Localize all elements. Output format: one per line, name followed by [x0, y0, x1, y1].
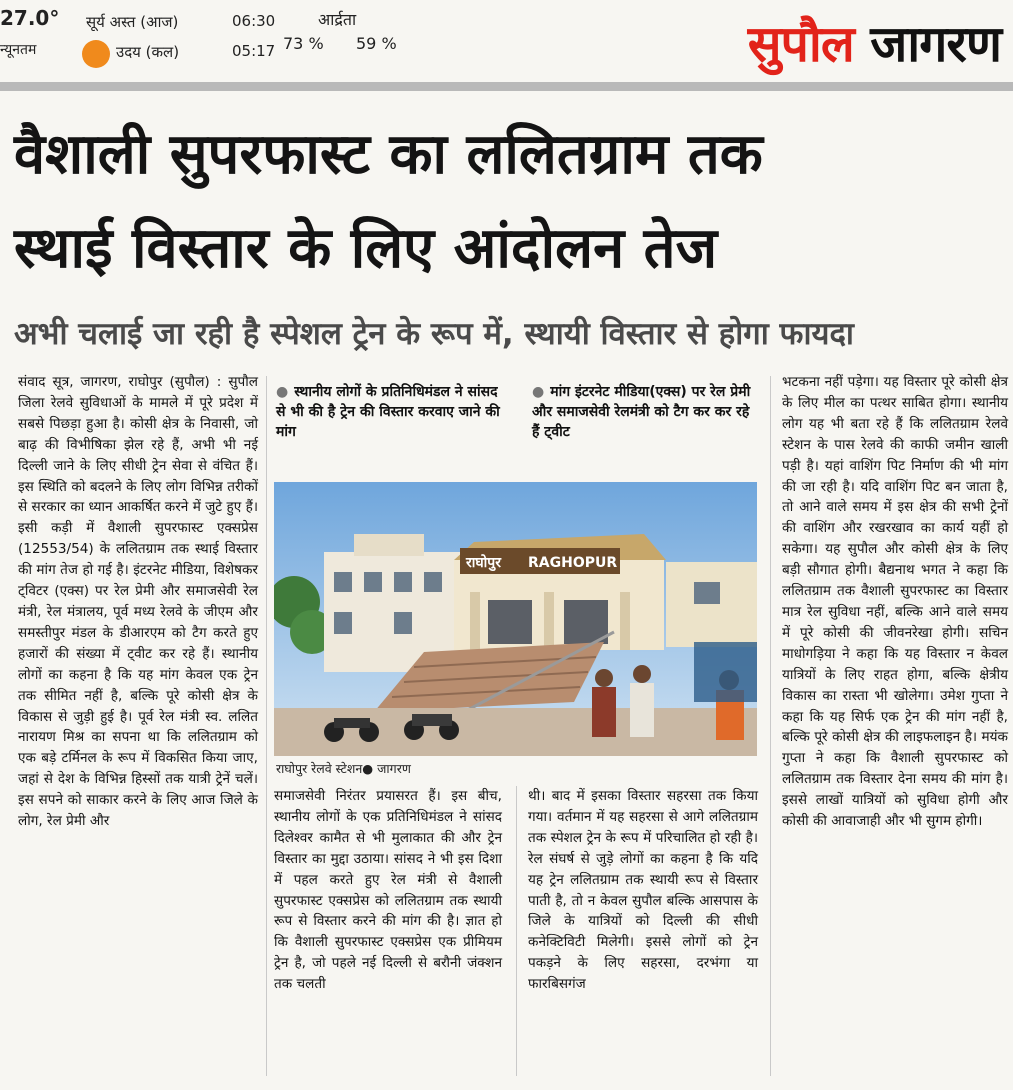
humidity-min: 59 %: [356, 34, 397, 53]
photo-caption: राघोपुर रेलवे स्टेशन● जागरण: [276, 761, 411, 776]
column-4-text: भटकना नहीं पड़ेगा। यह विस्तार पूरे कोसी क्षेत्र के लिए मील का पत्थर साबित होगा। स्थानीय लोग यह भी बता रहे हैं कि ललितग्राम रेलवे स्टेशन के पास रेलवे की काफी जमीन खाली पड़ी है। यहां वाशिंग पिट निर्माण की भी मांग की जा रही है। यदि वाशिंग पिट बन जाता है, तो आने वाले समय में इस क्षेत्र की सभी ट्रेनों की वाशिंग और रखरखाव का कार्य यहीं हो सकेगा। यह सुपौल और कोसी क्षेत्र के लिए बड़ी सौगात होगी। बैद्यनाथ भगत ने कहा कि ललितग्राम तक वैशाली सुपरफास्ट का विस्तार मात्र रेल सुविधा नहीं, बल्कि आने वाले समय में पूरे कोसी की जीवनरेखा होगी। सचिन माधोगड़िया ने कहा कि यह विस्तार न केवल यात्रियों के लिए राहत होगा, बल्कि क्षेत्रीय विकास का रास्ता भी खोलेगा। उमेश गुप्ता ने कहा कि यह सिर्फ एक ट्रेन की मांग नहीं है, बल्कि पूरे कोसी क्षेत्र की लाइफलाइन है। मयंक गुप्ता ने कहा कि वैशाली सुपरफास्ट को ललितग्राम तक विस्तार देना समय की मांग है। इससे लाखों यात्रियों को सुविधा होगी और कोसी की आवाजाही और भी सुगम होगी।: [782, 374, 1008, 830]
masthead-city: सुपौल: [747, 15, 854, 73]
sun-icon: [82, 40, 110, 68]
headline-line-1: वैशाली सुपरफास्ट का ललितग्राम तक: [14, 122, 763, 187]
subheadline: अभी चलाई जा रही है स्पेशल ट्रेन के रूप में, स्थायी विस्तार से होगा फायदा: [14, 316, 854, 352]
sunset-time: 06:30: [232, 12, 276, 30]
temperature: 27.0°: [0, 6, 60, 30]
article-column-1: [18, 372, 258, 832]
sunrise-label: उदय (कल): [116, 43, 180, 61]
min-temp-label: न्यूनतम: [0, 42, 37, 58]
humidity-max: 73 %: [283, 34, 324, 53]
sunset-label: सूर्य अस्त (आज): [86, 13, 179, 31]
column-2-text: समाजसेवी निरंतर प्रयासरत हैं। इस बीच, स्थानीय लोगों के एक प्रतिनिधिमंडल ने सांसद दिलेश्वर कामैत से भी मुलाकात की और ट्रेन विस्तार का मुद्दा उठाया। सांसद ने भी इस दिशा में पहल करते हुए रेल मंत्री से वैशाली सुपरफास्ट एक्सप्रेस को ललितग्राम तक स्थायी रूप से विस्तार करने की मांग की है। ज्ञात हो कि वैशाली सुपरफास्ट एक्सप्रेस एक प्रीमियम ट्रेन है, जो पहले नई दिल्ली से बरौनी जंक्शन तक चलती: [274, 788, 502, 993]
highlight-2: [532, 382, 754, 442]
column-divider: [516, 786, 517, 1076]
highlight-1: [276, 382, 508, 442]
article-column-2: [274, 786, 502, 995]
sign-text-hindi: राघोपुर: [466, 555, 501, 571]
bullet-icon: ●: [532, 384, 545, 400]
humidity-label: आर्द्रता: [318, 10, 357, 29]
sign-text-english: RAGHOPUR: [528, 555, 618, 571]
highlight-2-text: मांग इंटरनेट मीडिया(एक्स) पर रेल प्रेमी और समाजसेवी रेलमंत्री को टैग कर कर रहे हैं ट्वीट: [532, 384, 751, 440]
station-photo: [274, 482, 757, 756]
article-column-4: [782, 372, 1008, 832]
column-divider: [266, 376, 267, 1076]
column-3-text: थी। बाद में इसका विस्तार सहरसा तक किया गया। वर्तमान में यह सहरसा से आगे ललितग्राम तक स्पेशल ट्रेन के रूप में परिचालित हो रही है। रेल संघर्ष से जुड़े लोगों का कहना है कि यदि यह ट्रेन ललितग्राम तक स्थायी रूप से विस्तार पाती है, तो न केवल सुपौल बल्कि आसपास के जिले के यात्रियों को दिल्ली की सीधी कनेक्टिविटी मिलेगी। इससे लोगों को ट्रेन पकड़ने के लिए सहरसा, दरभंगा या फारबिसगंज: [528, 788, 758, 993]
sunrise-time: 05:17: [232, 42, 276, 60]
masthead: [748, 8, 1001, 76]
column-1-text: संवाद सूत्र, जागरण, राघोपुर (सुपौल) : सुपौल जिला रेलवे सुविधाओं के मामले में पूरे प्रदेश में सबसे पिछड़ा हुआ है। कोसी क्षेत्र के निवासी, जो बाढ़ की विभीषिका झेल रहे हैं, अभी भी नई दिल्ली जाने के लिए सीधी ट्रेन सेवा से वंचित हैं। इस स्थिति को बदलने के लिए लोग विभिन्न तरीकों से सरकार का ध्यान आकर्षित करने में जुटे हुए हैं। इसी कड़ी में वैशाली सुपरफास्ट एक्सप्रेस (12553/54) के ललितग्राम तक स्थाई विस्तार की मांग तेज हो गई है। इंटरनेट मीडिया, विशेषकर ट्विटर (एक्स) पर रेल प्रेमी और समाजसेवी रेल मंत्री, रेल मंत्रालय, पूर्व मध्य रेलवे के जीएम और समस्तीपुर मंडल के डीआरएम को टैग करते हुए हजारों की संख्या में ट्वीट कर रहे हैं। स्थानीय लोगों का कहना है कि यह मांग केवल एक ट्रेन तक सीमित नहीं है, बल्कि पूरे कोसी क्षेत्र के विकास से जुड़ी हुई है। पूर्व रेल मंत्री स्व. ललित नारायण मिश्र का सपना था कि ललितग्राम को एक बड़े टर्मिनल के रूप में विकसित किया जाए, जहां से देश के विभिन्न हिस्सों तक यात्री ट्रेनें चलें। इस सपने को साकार करने के लिए आज जिले के लोग, रेल प्रेमी और: [18, 374, 258, 830]
masthead-rule: [0, 82, 1013, 91]
masthead-paper: जागरण: [870, 15, 1001, 73]
headline-line-2: स्थाई विस्तार के लिए आंदोलन तेज: [14, 216, 718, 281]
bullet-icon: ●: [276, 384, 289, 400]
highlight-1-text: स्थानीय लोगों के प्रतिनिधिमंडल ने सांसद से भी की है ट्रेन की विस्तार करवाए जाने की मांग: [276, 384, 500, 440]
article-column-3: [528, 786, 758, 995]
station-photo-illustration: [274, 482, 757, 756]
column-divider: [770, 376, 771, 1076]
